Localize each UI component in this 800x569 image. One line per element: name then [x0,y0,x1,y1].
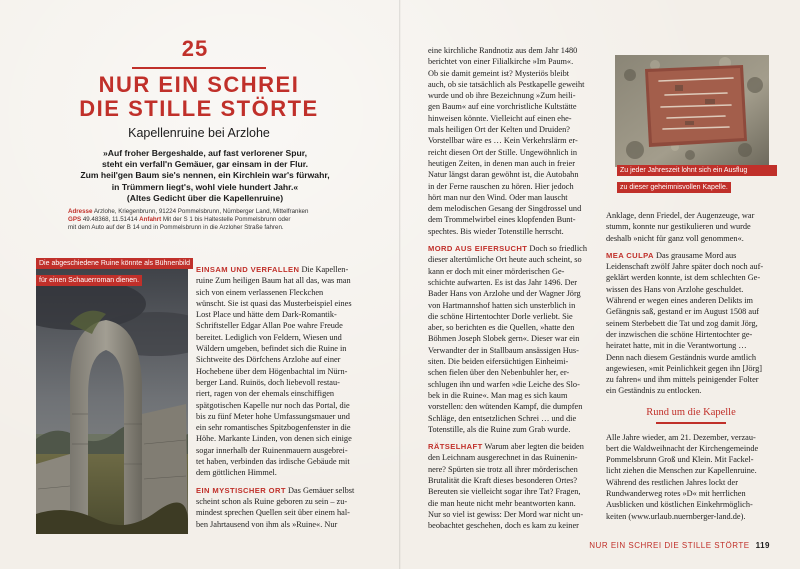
body-line: Doch so friedlich [527,244,587,254]
body-line: bis zu fünf Meter hohe Umfassungsmauer und [196,411,350,421]
body-line: hört man nur den Wind. Oder man lauscht [428,192,568,202]
caption-line: für einen Schauerroman dienen. [36,275,142,286]
body-line: kann er doch mit einer mörderischen Ge- [428,266,565,276]
plaque-photo-image [615,55,769,167]
body-line: Nur so viel ist gewiss: Der Mord war nicht un- [428,509,584,519]
body-line: Bader Hans von Arzlohe und der Wagner Jörg [428,289,581,299]
body-line: Leidenschaft zwölf Jahre später doch noch auf- [606,262,764,272]
body-line: Ob sie damit gemeint ist? Mysteriös bleibt [428,68,570,78]
body-line: die man heute nicht mehr beantworten kann. [428,498,576,508]
poem-line: steht ein verfall'n Gemäuer, gar einsam in der Flur. [102,159,308,170]
body-line: nere? Spürten sie trotz all ihrer mörderischen [428,464,578,474]
body-line: berichtet von einer Filialkirche »Im Paum«. [428,57,574,67]
body-line: Rundwanderweg rotes »D« mit herrlichen [606,489,746,499]
body-line: stumm, konnte nur gestikulieren und wurde [606,222,751,232]
body-line: angewiesen, »mit Peinlichkeit gegen ihn [Jörg] [606,363,763,373]
body-line: Anklage, denn Friedel, der Augenzeuge, war [606,211,755,220]
info-box [68,208,368,233]
body-line: Warum aber legten die beiden [482,442,584,452]
body-line: tet haben, verbinden das irdische Gebäude mit [196,457,350,467]
body-line: bereitet. Lediglich von Feldern, Wiesen und [196,332,342,342]
body-line: scheint schon als Ruine geboren zu sein – zu- [196,496,348,506]
body-line: auch, ob sie tatsächlich als Pestkapelle geweiht [428,79,585,89]
body-line: eine kirchliche Randnotiz aus dem Jahr 1480 [428,46,578,55]
gps-value: 49.48368, 11.51414 [82,216,138,224]
body-line: ruine Zum heiligen Baum hat all das, was man [196,276,351,286]
page-number: 119 [755,541,770,550]
body-line: Pommelsbrunn Groß und Klein. Mit Fackel- [606,455,754,465]
body-line: Vorstellbar wäre es … Kein Verkehrslärm er- [428,136,578,146]
caption-line: zu dieser geheimnisvollen Kapelle. [617,182,731,193]
body-line: in der Ferne rauschen zu hören. Hier jedoch [428,181,574,191]
subheading-mystisch: EIN MYSTISCHER ORT [196,485,286,495]
subheading-einsam: EINSAM UND VERFALLEN [196,265,300,274]
caption-line: Die abgeschiedene Ruine könnte als Bühnenbild [36,258,193,269]
body-line: heutigen Zeiten, in denen man auch in freier [428,158,575,168]
body-line: Alle Jahre wieder, am 21. Dezember, verzau- [606,432,756,442]
body-line: schlugen ihn und warfen »die Leiche des Slo- [428,379,580,389]
body-line: schichte aufwarten. Es ist das Jahr 1496. Der [428,277,578,287]
body-line: Das Gemäuer selbst [285,485,355,495]
text-column-3 [606,210,776,522]
photo-left-caption [36,258,193,287]
body-line: spätgotischen Kapelle nur noch das Portal, die [196,400,350,410]
anfahrt-value-1: Mit der S 1 bis Haltestelle Pommelsbrunn oder [162,216,291,224]
body-line: keiten (www.urlaub.nuernberger-land.de). [606,511,746,521]
anfahrt-label: Anfahrt [139,216,162,224]
body-line: der inzwischen die schöne Hirtentochter ge- [606,329,753,339]
section-title: Rund um die Kapelle [646,406,736,418]
body-line: geklärt werden konnte, ist dem schlechten Ge- [606,273,761,283]
body-line: dem melodischen Gesang der Singdrossel und [428,204,582,214]
body-line: Sichtweite des Dörfchens Arzlohe auf einer [196,355,341,365]
body-line: sich von einem verlassenen Fleckchen [196,287,324,297]
body-line: dem Trommelwirbel eines klopfenden Bunt- [428,215,576,225]
body-line: Höhe. Markante Linden, von denen sich einige [196,434,352,444]
body-line: Verwandter der in Stallbaum ansässigen Hus- [428,345,579,355]
body-line: ben Jahrtausend von ihm als »Ruine«. Nur [196,519,338,529]
page-fold [399,0,401,569]
body-line: Natur längst daran gewöhnt ist, die Autobahn [428,170,579,180]
body-line: wünscht. Sie ist quasi das Musterbeispiel eines [196,298,352,308]
body-line: Hochebene über dem Högenbachtal im Nürn- [196,366,348,376]
adresse-label: Adresse [68,208,93,215]
subheading-raetselhaft: RÄTSELHAFT [428,442,483,452]
body-line: bek in die Ruine«. Man mag es sich kaum [428,390,568,400]
body-line: licht ziehen die Menschen zur Kapellenruine. [606,466,757,476]
body-line: den Leichnam ausgerechnet in das Ruinenin- [428,453,578,463]
chapter-subtitle: Kapellenruine bei Arzlohe [128,126,270,140]
body-line: hinweisen könnte. Vielleicht auf einen ehe- [428,113,572,123]
chapter-title-line2: DIE STILLE STÖRTE [79,96,319,121]
body-line: mindest sprechen Quellen seit über einem hal- [196,508,350,518]
body-line: riert, ragen von der ehemals einschiffigen [196,389,335,399]
body-line: berger Land. Ruinös, doch liebevoll restau- [196,377,340,387]
body-line: von Hartmannshof hatten sich unsterblich in [428,300,576,310]
section-rule [656,422,726,424]
body-line: Totenstille, als die Ruine zum Grab wurde. [428,424,571,434]
body-line: Gefängnis saß, gestand er im August 1508 auf [606,307,760,317]
body-line: Schriftsteller Edgar Allan Poe wahre Freude [196,321,343,331]
poem-source: (Altes Gedicht über die Kapellenruine) [126,192,284,203]
title-rule [132,67,266,69]
body-line: wissen des Hans von Arzlohe geschuldet. [606,284,744,294]
poem-line: Zum heil'gen Baum sie's nennen, ein Kirchlein war's fürwahr, [80,170,330,181]
body-line: sogar innerhalb der Ruinenmauern ausgebrei- [196,445,348,455]
poem-quote [60,148,350,204]
body-line: dem göttlichen Himmel. [196,468,277,478]
body-line: siten. Die beiden eifersüchtigen Einheimi- [428,357,569,367]
poem-line: »Auf froher Bergeshalde, auf fast verlorener Spur, [103,148,307,158]
text-column-1 [196,264,376,530]
body-line: schen fielen über den Nebenbuhler her, er- [428,368,570,378]
chapter-number: 25 [181,36,209,61]
body-line: Lost Place und hätte dem Dark-Romantik- [196,310,337,320]
body-line: Böhmen Joseph Slobek gern«. Dieser war ein [428,334,580,344]
body-line: Schläge, den entsetzlichen Schrei … und die [428,413,577,423]
body-line: zu fahren« und ihm mittels peinigender Folter [606,375,759,385]
ruin-photo-image [36,264,188,534]
body-line: gen Baum« auf eine vorchristliche Kultstätte [428,102,577,112]
body-line: Ausblicken und köstlichen Einkehrmöglich- [606,500,753,510]
subheading-mord: MORD AUS EIFERSUCHT [428,244,528,254]
body-line: bert die Waldweihnacht der Kirchengemeinde [606,443,759,453]
body-line: wurde und ob ihre Bezeichnung »Zum heili- [428,91,576,101]
body-line: Während er wegen eines anderen Delikts im [606,296,753,306]
body-line: Die Kapellen- [301,265,349,274]
body-line: mals heiligen Ort der Kelten und Druiden? [428,125,570,135]
body-line: deshalb »nicht für ganz voll genommen«. [606,233,744,243]
body-line: spechtes. Bis wieder Totenstille herrscht. [428,226,564,236]
body-line: Während des restlichen Jahres lockt der [606,477,739,487]
text-column-2 [428,45,608,531]
body-line: vorstellen: den wütenden Kampf, die dumpfen [428,402,583,412]
plaque-photo [615,55,769,167]
body-line: ein sehr romantisches Spitzbogenfenster in die [196,423,351,433]
page-footer [589,541,770,550]
body-line: Das grausame Mord aus [653,250,737,260]
body-line: heiratet hatte, mit in die Verantwortung … [606,341,747,351]
body-line: beobachtet geschehen, doch es kam zu keiner [428,521,579,531]
photo-right-caption [617,165,777,194]
body-line: reicht diesen Ort der Stille. Ungewöhnlich in [428,147,578,157]
subheading-mea-culpa: MEA CULPA [606,250,654,260]
body-line: Wäldern umgeben, befindet sich die Ruine in [196,344,347,354]
body-line: seinem Sterbebett die Tat und zog damit Jörg, [606,318,758,328]
body-line: Denn nach diesem Geständnis wurde amtlich [606,352,756,362]
anfahrt-value-2: mit dem Auto auf der B 14 und in Pommelsbrunn in die Arzloher Straße fahren. [68,224,284,232]
body-line: aber, so berichten es die Quellen, »hatte den [428,323,575,333]
poem-line: in Trümmern liegt's, wohl viele hundert Jahr.« [111,181,299,192]
ruin-photo [36,264,188,534]
body-line: dieser altertümliche Ort heute auch scheint, so [428,255,582,265]
body-line: Bereuten sie vielleicht sogar ihre Tat? Fragen, [428,487,581,497]
gps-label: GPS [68,216,82,224]
body-line: ein Geständnis zu entlocken. [606,386,702,396]
caption-line: Zu jeder Jahreszeit lohnt sich ein Ausflug [617,165,777,176]
body-line: Brutalität die Kraft dieses besonderen Ortes? [428,475,578,485]
adresse-value: Arzlohe, Kriegenbrunn, 91224 Pommelsbrunn, Nürnberger Land, Mittelfranken [93,208,309,215]
body-line: die schöne Hirtentochter Dorle verliebt. Sie [428,311,573,321]
chapter-title-line1: NUR EIN SCHREI [98,72,300,97]
running-title: NUR EIN SCHREI DIE STILLE STÖRTE [589,541,750,550]
